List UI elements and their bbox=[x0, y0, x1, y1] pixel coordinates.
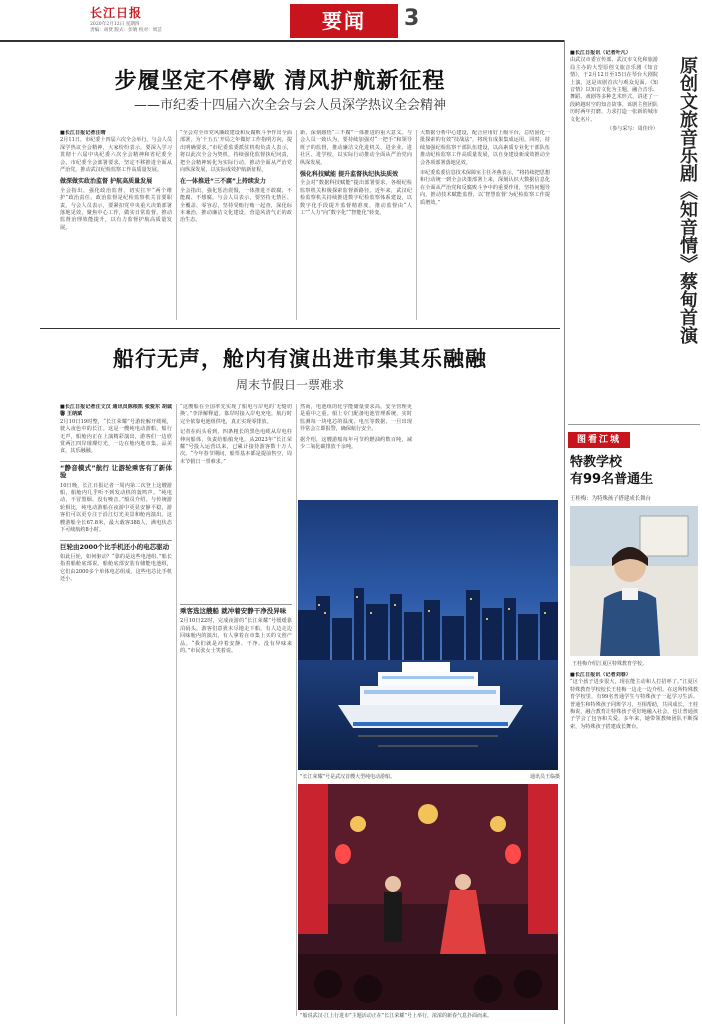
right-top-byline: ■长江日报讯（记者叶凡） bbox=[570, 50, 631, 56]
right-bottom-story bbox=[570, 672, 698, 1016]
performance-photo-image bbox=[298, 784, 558, 1010]
page-number: 3 bbox=[404, 6, 420, 31]
issue-date: 2020年2月12日 星期四 bbox=[90, 22, 140, 27]
story1-col1-body2: 全会指出，强化政治监督，切实扛牢“两个维护”政治责任。政治监督是纪检监察机关首要职责。与会人员表示，要紧扣党中央重大决策部署落地见效，聚焦中心工作，做实日常监督，推动监督治理效能提升，以有力监督护航高质量发展。 bbox=[60, 187, 172, 231]
story2-col2-body: “这艘船在全国率先实现了船电与岸电的‘无缝切换’。”李泽解释道。靠岸时接入岸电充电，航行时完全依靠电池组供电，真正实现零排放。 bbox=[180, 404, 292, 425]
story1-col3 bbox=[300, 130, 412, 320]
right-subheadline: 王桂梅：为特殊孩子搭建成长舞台 bbox=[570, 496, 651, 502]
masthead-meta bbox=[90, 22, 162, 34]
story2-col2b bbox=[180, 604, 292, 762]
story2-col3-body: 然而，电池组的化学能储量要求高，安全管理更是重中之重。船上专门配备电池管理系统，实时监测每一块电芯的温度、电压等数据，一旦出现异常会立即报警，确保航行安全。 bbox=[300, 404, 412, 433]
story-separator bbox=[40, 328, 560, 329]
story2-subheadline: 周末节假日一票难求 bbox=[235, 378, 344, 392]
story1-col1 bbox=[60, 130, 172, 320]
story2-byline: ■长江日报记者汪文汉 通讯员陈根凯 张爱东 胡诚馨 王纳斌 bbox=[60, 404, 172, 418]
teacher-photo-image bbox=[570, 506, 698, 656]
story1-col3-subhead: 强化科技赋能 提升监督执纪执法质效 bbox=[300, 171, 399, 179]
section-tag: 图看江城 bbox=[568, 432, 630, 448]
story1-col4 bbox=[420, 130, 550, 320]
col-divider bbox=[176, 404, 177, 1016]
col-divider bbox=[176, 130, 177, 320]
story1-col1-subhead: 做深做实政治监督 护航高质量发展 bbox=[60, 178, 153, 186]
right-top-credit: （参与采写：周佳玲） bbox=[607, 126, 658, 133]
performance-photo bbox=[298, 784, 558, 1010]
story1-col3-body2: 全会对“数据科技赋能”提出部署要求，各级纪检监察机关积极探索监督新路径。近年来，武汉纪检监察机关持续推进数字纪检监察体系建设，以数字化手段提升监督精准度，推动监督由“人工”“人力”向“数字化”“智能化”转变。 bbox=[300, 180, 412, 217]
story2-col2-body3: 2月10日22时，完成夜游的“长江荣耀”号缓缓靠泊码头。游客们意犹未尽地走下船，有人边走边回味舱内的演出，有人拿着在市集上买的文创产品。“我们就是冲着安静、干净、没有异味来的。”市民张女士笑着说。 bbox=[180, 618, 292, 655]
ship-photo-credit: 通讯员王临摄 bbox=[529, 774, 560, 780]
right-headline-line2: 有99名普通生 bbox=[570, 472, 654, 487]
col-divider bbox=[416, 130, 417, 320]
story1-col1-body: 2月11日，市纪委十四届六次全会举行。与会人员深学热议全会精神，大家纷纷表示，要深入学习贯彻十六届中央纪委六次全会精神和省纪委全会、市纪委全会部署要求，坚定不移推进全面从严治党，推动武汉纪检监察工作高质量发展。 bbox=[60, 137, 172, 174]
story1-col4-body: 大数据分析中心建设，配合应用好上级平台，总结固化一批探索的有效“技战法”，将现有成果集成运用。同时，持续加强纪检监察干部队伍建设，以高素质专业化干部队伍推动纪检监察工作高质量发展，以自身建设新成效推动全会各项部署落地见效。 bbox=[420, 130, 550, 166]
story1-headline: 步履坚定不停歇 清风护航新征程 bbox=[114, 69, 446, 94]
right-bottom-body: “这个孩子进步很大，现在能主动和人打招呼了。”江夏区特殊教育学校校长王桂梅一边走一边介绍。在这所特殊教育学校里，有99名普通学生与特殊孩子一起学习生活。普通生和特殊孩子同班学习，互相帮助，共同成长。王桂梅说，融合教育让特殊孩子更好地融入社会，也让普通孩子学会了包容和关爱。多年来，她带领教师团队不断探索，为特殊孩子搭建成长舞台。 bbox=[570, 679, 698, 730]
story1-subheadline: ——市纪委十四届六次全会与会人员深学热议全会精神 bbox=[133, 98, 446, 113]
ship-photo-caption: “长江荣耀”号是武汉首艘大型纯电动游船。 bbox=[300, 774, 396, 780]
story2-col1-body: 2月10日19时整，“长江荣耀”号游轮解开缆绳，驶入夜色中的长江。这是一艘纯电动游船，船行无声，船舱内正在上演精彩演出，游客们一边欣赏两江四岸璀璨灯光，一边在舱内逛市集、品美食，其乐融融。 bbox=[60, 418, 172, 455]
story1-col2 bbox=[180, 130, 292, 320]
story1-byline: ■长江日报记者汪晴 bbox=[60, 130, 106, 136]
story2-col2 bbox=[180, 404, 292, 604]
story2-col2-subhead: 乘客选这艘船 就冲着安静干净没异味 bbox=[180, 604, 292, 615]
right-top-story bbox=[570, 50, 658, 420]
right-top-body: 由武汉市委宣传部、武汉市文化和旅游局主办的大型原创文旅音乐剧《知音情》，于2月12日至15日在琴台大剧院上演，这是该剧首次与观众见面。《知音情》以知音文化为主题，融合音乐、舞蹈、戏剧等多种艺术形式，讲述了一段跨越时空的知音故事。该剧主创团队历时两年打磨，力求打造一张新的城市文化名片。 bbox=[570, 57, 658, 123]
story1-col2-subhead: 在一体推进“三不腐”上持续发力 bbox=[180, 178, 266, 186]
right-separator bbox=[568, 424, 700, 425]
newspaper-logo: 长江日报 bbox=[90, 6, 143, 20]
right-headline bbox=[570, 454, 653, 488]
staff-credits: 责编：胡贤 版式：彭婧 校对：周芸 bbox=[90, 28, 162, 33]
section-banner: 要闻 bbox=[290, 4, 398, 38]
ship-photo-image bbox=[298, 500, 558, 770]
right-bottom-byline: ■长江日报讯（记者刘春） bbox=[570, 672, 631, 678]
story2-col1-body2: 10日晚，长江日报记者一周内第二次登上这艘游船，船舱内几乎听不到发动机的轰鸣声。“纯电动，不冒黑烟、没有噪音。”船员介绍。与传统游轮相比，纯电动游船在夜游中更显安静平稳，游客们可以更专注于沿江灯光美景和舱内演出。这艘游船全长67.8米，最大载客388人，满电状态下可续航约8小时。 bbox=[60, 482, 172, 534]
story2-col1-subhead2: 巨轮由2000个比手机还小的电芯驱动 bbox=[60, 540, 172, 551]
teacher-photo bbox=[570, 506, 698, 656]
masthead-rule bbox=[0, 40, 565, 42]
col-divider bbox=[296, 404, 297, 1016]
right-vertical-headline: 原创文旅音乐剧《知音情》蔡甸首演 bbox=[677, 56, 698, 344]
teacher-photo-caption: 王桂梅介绍江夏区特殊教育学校。 bbox=[572, 661, 648, 667]
story1-col3-body: 新，深刻感悟“三不腐”一体推进的重大意义。与会人员一致认为，要持续加强对“一把手”和领导班子的监督，推动廉洁文化进机关、进企业、进社区、进学校，以实际行动推动全面从严治党向纵深发展。 bbox=[300, 130, 412, 166]
story2-col1 bbox=[60, 404, 172, 1016]
ship-photo bbox=[298, 500, 558, 770]
story1-col2-body: “全会对全市党风廉政建设和反腐败斗争作出全面部署，为‘十五五’开局之年做好工作指明方向，提出明确要求。”市纪委监委派驻机构负责人表示，将以此次全会为契机，持续强化监督执纪问责，把全会精神转化为实际行动，推动全面从严治党向纵深发展，以实际成效护航新征程。 bbox=[180, 130, 292, 174]
col-divider bbox=[296, 130, 297, 320]
story2-col1-subhead: “静音模式”航行 让游轮乘客有了新体验 bbox=[60, 461, 172, 480]
right-headline-line1: 特教学校 bbox=[570, 455, 623, 470]
story1-col2-body2: 全会指出，强化惩治震慑，一体推进不敢腐、不能腐、不想腐。与会人员表示，要坚持无禁区、全覆盖、零容忍，坚持受贿行贿一起查，深化标本兼治，推动廉洁文化建设，营造风清气正的政治生态。 bbox=[180, 187, 292, 224]
right-column-divider bbox=[564, 40, 565, 1024]
story2-col2-body2: 记者在码头看到，四条粗长的黑色电缆从岸电柱伸向船体，负责给船舶充电。从2023年“长江荣耀”号投入运营以来，已累计接待游客数十万人次。“今年春节期间，船票基本都是提前售空，周末节假日一票难求。” bbox=[180, 429, 292, 465]
story2-headline: 船行无声，舱内有演出进市集其乐融融 bbox=[113, 347, 487, 371]
masthead bbox=[0, 0, 702, 40]
story2-col3-body2: 据介绍，这艘游船每年可节约燃油约数百吨，减少二氧化碳排放千余吨。 bbox=[300, 436, 412, 451]
story1-col4-body2: 市纪委监委信息技术保障室主任齐燕表示，“将持续把思想和行动统一到全会决策部署上来，深刻认识大数据信息化在全面从严治党和反腐败斗争中的重要作用，坚持问题导向，推动技术赋能监督，以‘智慧监督’为纪检监察工作提质增效。” bbox=[420, 170, 550, 206]
performance-photo-caption: “船说武汉·江上行进市”主题活动正在“长江荣耀”号上举行，浓浓的新春气息扑面而来。 bbox=[300, 1013, 492, 1019]
story2-col1-body3: 如此巨轮，如何驱动？“靠的是这些电池组。”船长指着船舱底部说。船舱底部安装有储能电池组，它们由2000多个单体电芯组成，这些电芯比手机还小。 bbox=[60, 553, 172, 583]
